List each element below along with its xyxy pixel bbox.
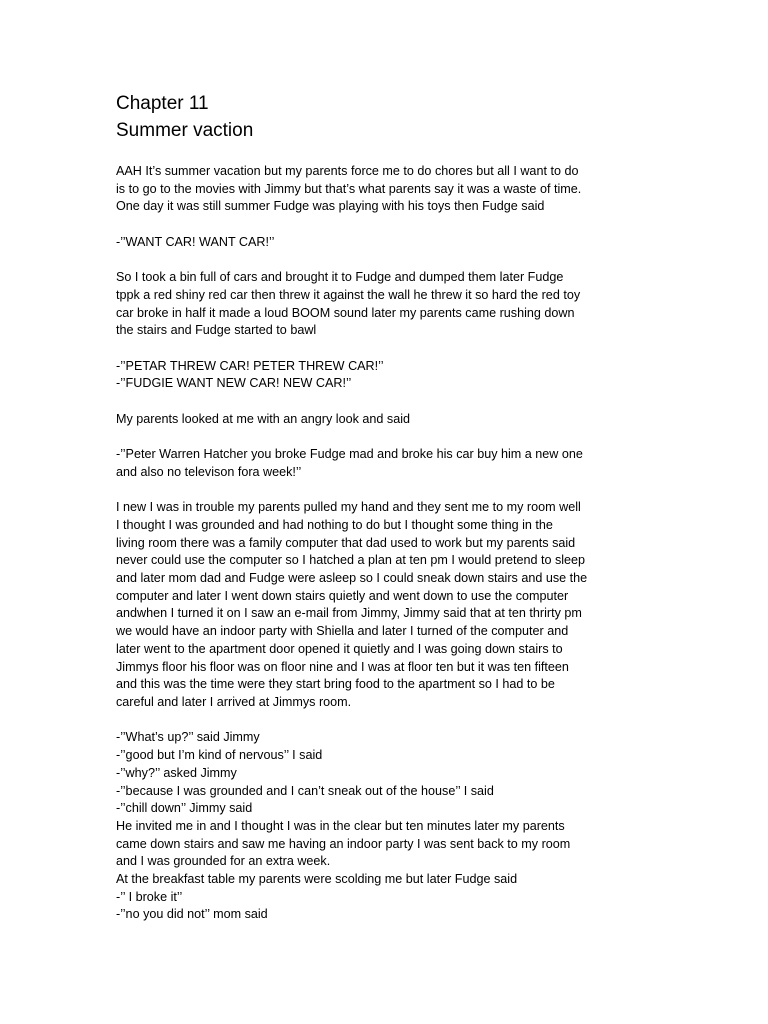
text-line: My parents looked at me with an angry look and said xyxy=(116,411,411,426)
body-text xyxy=(116,163,656,924)
text-line: never could use the computer so I hatched a plan at ten pm I would pretend to sleep xyxy=(116,553,586,568)
text-line: is to go to the movies with Jimmy but that’s what parents say it was a waste of time. xyxy=(116,181,582,196)
text-line: living room there was a family computer that dad used to work but my parents said xyxy=(116,535,576,550)
text-line: -’’What’s up?’’ said Jimmy xyxy=(116,730,260,745)
paragraph xyxy=(116,269,656,340)
text-line: careful and later I arrived at Jimmys room. xyxy=(116,695,352,709)
text-line: -’’Peter Warren Hatcher you broke Fudge mad and broke his car buy him a new one xyxy=(116,447,583,462)
chapter-number: Chapter 11 xyxy=(116,93,209,114)
text-line: and also no televison fora week!’’ xyxy=(116,464,302,479)
text-line: At the breakfast table my parents were scolding me but later Fudge said xyxy=(116,872,518,887)
text-line: I thought I was grounded and had nothing to do but I thought some thing in the xyxy=(116,517,553,532)
document-page xyxy=(116,90,656,924)
paragraph xyxy=(116,163,656,216)
text-line: andwhen I turned it on I saw an e-mail from Jimmy, Jimmy said that at ten thrirty pm xyxy=(116,606,582,621)
text-line: He invited me in and I thought I was in the clear but ten minutes later my parents xyxy=(116,818,565,833)
paragraph xyxy=(116,499,656,711)
text-line: we would have an indoor party with Shiella and later I turned of the computer and xyxy=(116,624,569,639)
text-line: Jimmys floor his floor was on floor nine and I was at floor ten but it was ten fifteen xyxy=(116,659,569,674)
paragraph xyxy=(116,234,656,252)
paragraph xyxy=(116,729,656,924)
text-line: -’’chill down’’ Jimmy said xyxy=(116,801,253,816)
text-line: I new I was in trouble my parents pulled my hand and they sent me to my room well xyxy=(116,500,581,515)
text-line: -’’FUDGIE WANT NEW CAR! NEW CAR!’’ xyxy=(116,376,352,391)
paragraph xyxy=(116,358,656,393)
paragraph xyxy=(116,411,656,429)
text-line: So I took a bin full of cars and brought it to Fudge and dumped them later Fudge xyxy=(116,270,564,285)
paragraph xyxy=(116,446,656,481)
text-line: later went to the apartment door opened it quietly and I was going down stairs to xyxy=(116,641,563,656)
text-line: came down stairs and saw me having an indoor party I was sent back to my room xyxy=(116,836,571,851)
chapter-heading xyxy=(116,90,656,144)
chapter-title: Summer vaction xyxy=(116,120,254,141)
text-line: and I was grounded for an extra week. xyxy=(116,854,331,869)
text-line: -’’no you did not’’ mom said xyxy=(116,907,268,922)
text-line: and this was the time were they start bring food to the apartment so I had to be xyxy=(116,677,555,692)
text-line: AAH It’s summer vacation but my parents force me to do chores but all I want to do xyxy=(116,164,579,178)
text-line: -’’PETAR THREW CAR! PETER THREW CAR!’’ xyxy=(116,358,384,373)
text-line: computer and later I went down stairs quietly and went down to use the computer xyxy=(116,588,569,603)
text-line: the stairs and Fudge started to bawl xyxy=(116,323,317,338)
text-line: tppk a red shiny red car then threw it against the wall he threw it so hard the red toy xyxy=(116,287,581,302)
text-line: -’’good but I’m kind of nervous’’ I said xyxy=(116,748,323,763)
text-line: -’’ I broke it’’ xyxy=(116,889,183,904)
text-line: and later mom dad and Fudge were asleep so I could sneak down stairs and use the xyxy=(116,571,588,586)
text-line: -’’WANT CAR! WANT CAR!’’ xyxy=(116,234,275,249)
text-line: -’’because I was grounded and I can’t sneak out of the house’’ I said xyxy=(116,783,494,798)
text-line: -’’why?’’ asked Jimmy xyxy=(116,765,237,780)
text-line: One day it was still summer Fudge was playing with his toys then Fudge said xyxy=(116,199,545,214)
text-line: car broke in half it made a loud BOOM sound later my parents came rushing down xyxy=(116,305,575,320)
